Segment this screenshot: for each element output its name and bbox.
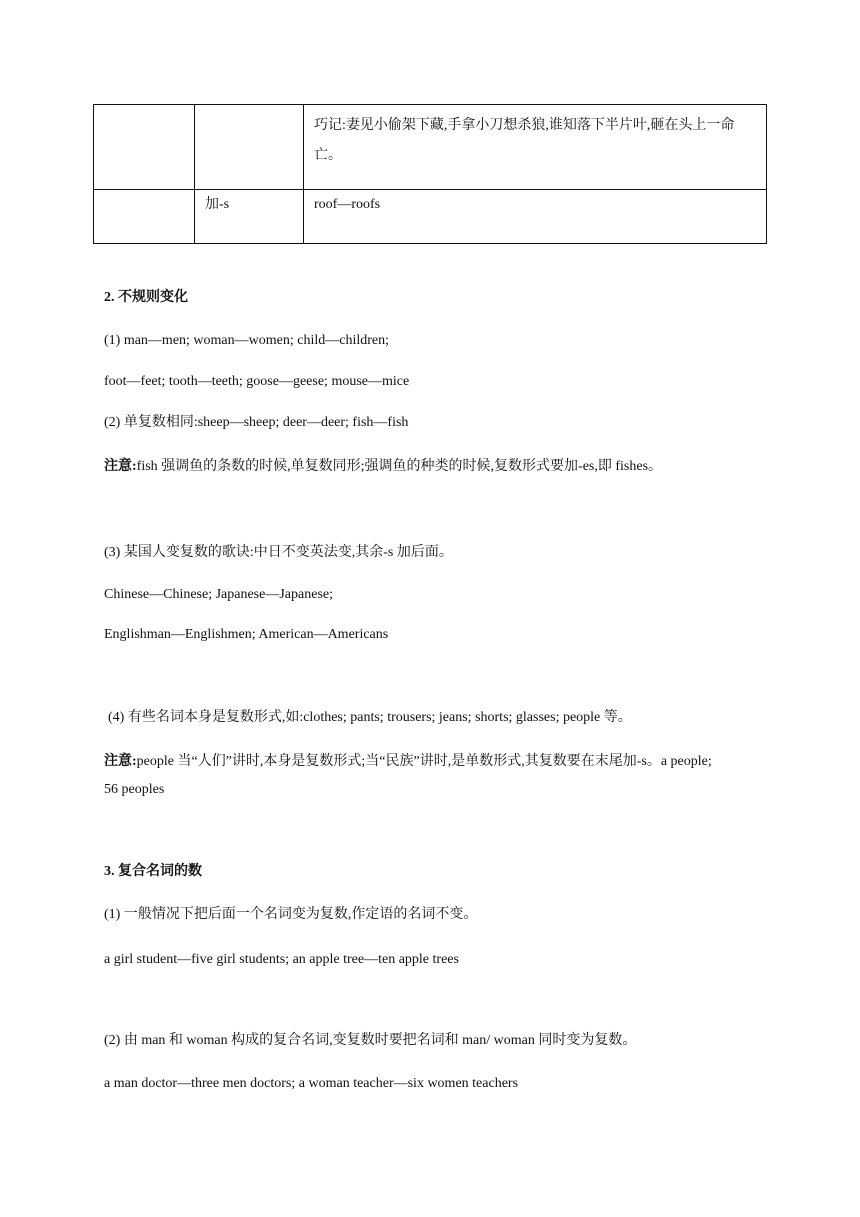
paragraph: a man doctor—three men doctors; a woman teacher—six women teachers xyxy=(104,1076,519,1091)
paragraph: (3) 某国人变复数的歌诀:中日不变英法变,其余-s 加后面。 xyxy=(104,545,453,560)
paragraph: a girl student—five girl students; an apple tree—ten apple trees xyxy=(104,952,459,967)
table-row xyxy=(94,105,767,190)
table-cell xyxy=(94,190,195,244)
paragraph: foot—feet; tooth—teeth; goose—geese; mouse—mice xyxy=(104,374,410,389)
table-cell xyxy=(94,105,195,190)
section-heading: 3. 复合名词的数 xyxy=(104,864,202,879)
example-text: roof—roofs xyxy=(314,197,381,212)
table-row xyxy=(94,190,767,244)
table-cell xyxy=(304,190,767,244)
note-label: 注意: xyxy=(104,754,137,769)
paragraph: Chinese—Chinese; Japanese—Japanese; xyxy=(104,587,333,602)
table-cell xyxy=(195,190,304,244)
table-cell xyxy=(195,105,304,190)
note-label: 注意: xyxy=(104,459,137,474)
table-cell xyxy=(304,105,767,190)
plural-rules-table xyxy=(93,104,767,244)
paragraph: (4) 有些名词本身是复数形式,如:clothes; pants; trousers; jeans; shorts; glasses; people 等。 xyxy=(108,710,632,725)
note xyxy=(104,458,662,476)
paragraph: (1) 一般情况下把后面一个名词变为复数,作定语的名词不变。 xyxy=(104,907,478,922)
paragraph: Englishman—Englishmen; American—Americans xyxy=(104,627,389,642)
paragraph: (1) man—men; woman—women; child—children; xyxy=(104,333,389,348)
paragraph: (2) 单复数相同:sheep—sheep; deer—deer; fish—fish xyxy=(104,415,409,430)
section-heading: 2. 不规则变化 xyxy=(104,290,188,305)
rule-label: 加-s xyxy=(205,197,230,212)
paragraph: (2) 由 man 和 woman 构成的复合名词,变复数时要把名词和 man/ woman 同时变为复数。 xyxy=(104,1033,637,1048)
note-text: people 当“人们”讲时,本身是复数形式;当“民族”讲时,是单数形式,其复数要在末尾加-s。a people; 56 peoples xyxy=(104,754,712,797)
mnemonic-text: 巧记:妻见小偷架下藏,手拿小刀想杀狼,谁知落下半片叶,砸在头上一命亡。 xyxy=(314,118,735,163)
note-text: fish 强调鱼的条数的时候,单复数同形;强调鱼的种类的时候,复数形式要加-es,即 fishes。 xyxy=(136,459,663,474)
note xyxy=(104,748,724,804)
